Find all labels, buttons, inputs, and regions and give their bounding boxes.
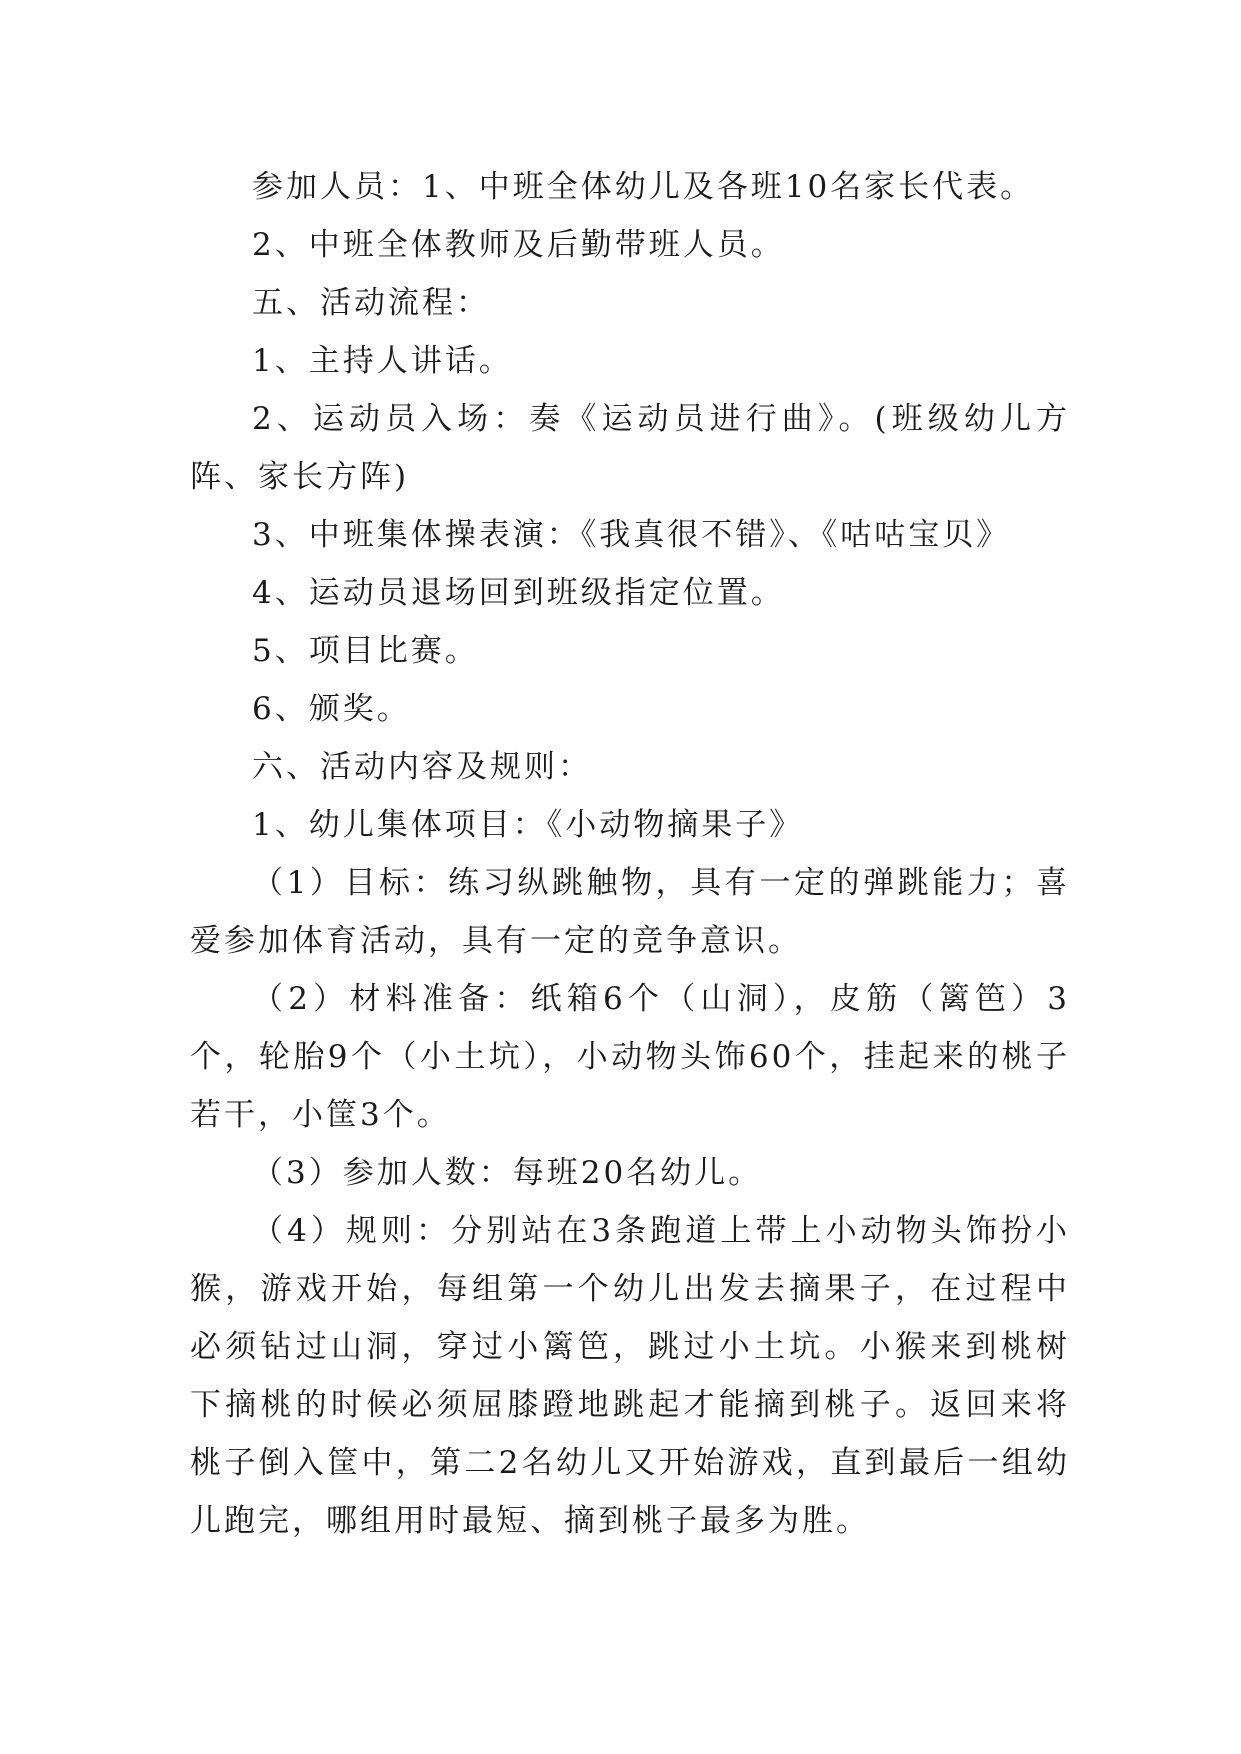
paragraph-participants-1: 参加人员：1、中班全体幼儿及各班10名家长代表。 xyxy=(252,169,1035,205)
flow-item-6: 6、颁奖。 xyxy=(252,691,411,727)
flow-item-2: 2、运动员入场：奏《运动员进行曲》。(班级幼儿方阵、家长方阵) xyxy=(190,401,1070,495)
flow-item-1: 1、主持人讲话。 xyxy=(252,343,513,379)
document-body xyxy=(190,158,1070,1550)
project-title: 1、幼儿集体项目：《小动物摘果子》 xyxy=(252,807,804,843)
project-participants: （3）参加人数：每班20名幼儿。 xyxy=(252,1155,763,1191)
section-heading-content-rules: 六、活动内容及规则： xyxy=(252,749,592,785)
flow-item-3: 3、中班集体操表演：《我真很不错》、《咕咕宝贝》 xyxy=(252,517,1011,553)
flow-item-5: 5、项目比赛。 xyxy=(252,633,479,669)
section-heading-activity-flow: 五、活动流程： xyxy=(252,285,490,321)
flow-item-4: 4、运动员退场回到班级指定位置。 xyxy=(252,575,785,611)
paragraph-participants-2: 2、中班全体教师及后勤带班人员。 xyxy=(252,227,785,263)
project-rules: （4）规则：分别站在3条跑道上带上小动物头饰扮小猴，游戏开始，每组第一个幼儿出发去摘果子，在过程中必须钻过山洞，穿过小篱笆，跳过小土坑。小猴来到桃树下摘桃的时候必须屈膝蹬地跳起才能摘到桃子。返回来将桃子倒入筐中，第二2名幼儿又开始游戏，直到最后一组幼儿跑完，哪组用时最短、摘到桃子最多为胜。 xyxy=(190,1213,1070,1539)
project-materials: （2）材料准备：纸箱6个（山洞），皮筋（篱笆）3个，轮胎9个（小土坑），小动物头饰60个，挂起来的桃子若干，小筐3个。 xyxy=(190,981,1070,1133)
project-goal: （1）目标：练习纵跳触物，具有一定的弹跳能力；喜爱参加体育活动，具有一定的竞争意识。 xyxy=(190,865,1070,959)
